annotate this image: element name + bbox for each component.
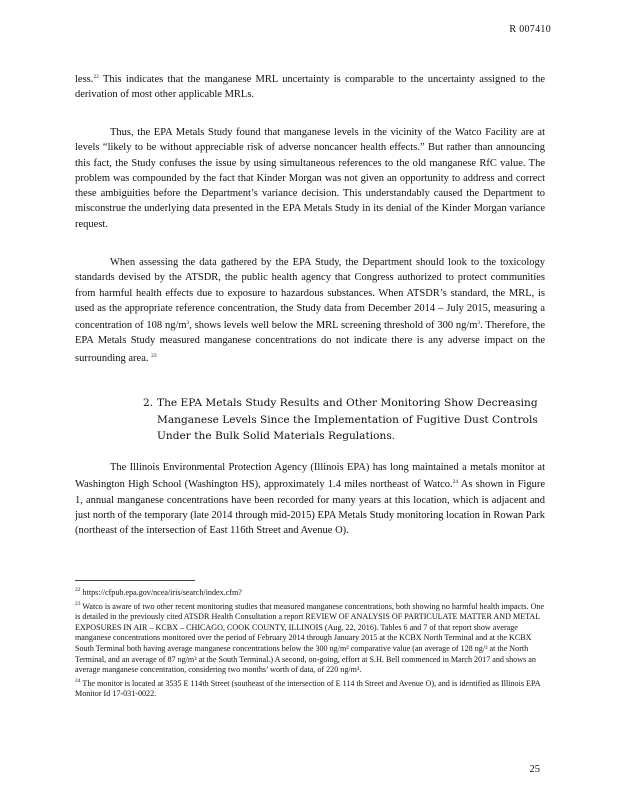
footnote-24: $^{24}$ The monitor is located at 3535 E 114th Street (southeast of the intersection of E 114 th Street and Avenue O), and is identified as Illinois EPA Monitor Id 17-031-0022. xyxy=(75,677,541,699)
heading-number: 2. xyxy=(143,397,154,409)
footnote-ref-24[interactable]: 24 xyxy=(452,479,459,486)
section-heading: 2. The EPA Metals Study Results and Other Monitoring Show Decreasing Manganese Levels Since the Implementation of Fugitive Dust Controls Under the Bulk Solid Materials Regulations. xyxy=(143,397,538,442)
bates-number: R 007410 xyxy=(509,24,551,35)
paragraph-2: Thus, the EPA Metals Study found that manganese levels in the vicinity of the Watco Facility are at levels “likely to be without appreciable risk of adverse noncancer health effects.” But rather than announcing this fact, the Study confuses the issue by using simultaneous references to the old manganese RfC value. The problem was compounded by the fact that Kinder Morgan was not given an opportunity to address and correct these ambiguities before the Department’s variance decision. This understandably caused the Department to misconstrue the underlying data presented in the EPA Metals Study in its denial of the Kinder Morgan variance request. xyxy=(75,127,545,230)
footnote-divider xyxy=(75,580,195,581)
page-number: 25 xyxy=(529,764,540,775)
paragraph-3: When assessing the data gathered by the EPA Study, the Department should look to the toxicology standards devised by the ATSDR, the public health agency that Congress authorized to protect communities from harmful health effects due to exposure to hazardous substances. When ATSDR’s standard, the MRL, is used as the appropriate reference concentration, the Study data from December 2014 – July 2015, measuring a concentration of 108 $ng/m^3$, shows levels well below the MRL screening threshold of 300 $ng/m^3$. Therefore, the EPA Metals Study measured manganese concentrations do not indicate there is any adverse impact on the surrounding area. $^{23}$ xyxy=(75,257,545,364)
footnote-ref-22[interactable]: 22 xyxy=(93,74,99,80)
footnote-ref-23[interactable]: 23 xyxy=(151,352,157,359)
paragraph-4: The Illinois Environmental Protection Agency (Illinois EPA) has long maintained a metals monitor at Washington High School (Washington HS), approximately 1.4 miles northeast of Watco.$^{24}$ As shown in Figure 1, annual manganese concentrations have been recorded for many years at this location, which is adjacent and just north of the temporary (late 2014 through mid-2015) EPA Metals Study monitoring location in Rowan Park (northeast of the intersection of East 116th Street and Avenue O). xyxy=(75,462,546,537)
paragraph-1: less.$^{22}$ This indicates that the manganese MRL uncertainty is comparable to the uncertainty assigned to the derivation of most other applicable MRLs. xyxy=(75,74,545,101)
footnotes xyxy=(75,585,545,700)
footnote-22-link[interactable]: https://cfpub.epa.gov/ncea/iris/search/index.cfm? xyxy=(80,588,242,597)
footnote-22: $^{22}$ https://cfpub.epa.gov/ncea/iris/search/index.cfm? xyxy=(75,587,242,597)
footnote-23: $^{23}$ Watco is aware of two other recent monitoring studies that measured manganese concentrations, both showing no harmful health impacts. One is detailed in the previously cited ATSDR Health Consultation a report REVIEW OF ANALYSIS OF PARTICULATE MATTER AND METAL EXPOSURES IN AIR – KCBX – CHICAGO, COOK COUNTY, ILLINOIS (Aug. 22, 2016). Tables 6 and 7 of that report show average manganese concentrations monitored over the period of February 2014 through January 2015 at the KCBX North Terminal and at the KCBX South Terminal both having average manganese concentrations below the 300 ng/m² comparative value (an average of 128 ng/³ at the North Terminal, and an average of 87 ng/m³ at the South Terminal.) A second, on-going, effort at S.H. Bell commenced in March 2017 and shows an average manganese concentration, considering two months’ worth of data, of 220 ng/m³. xyxy=(75,600,545,675)
